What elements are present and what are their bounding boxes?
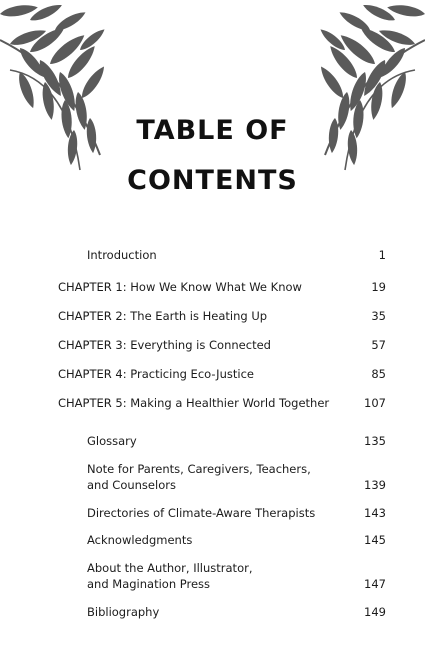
- toc-entry-label: Glossary: [87, 434, 137, 448]
- toc-entry-note-for-parents[interactable]: [87, 461, 386, 493]
- toc-entry-page: 139: [364, 478, 386, 492]
- toc-entry-page: 147: [364, 577, 386, 591]
- toc-entry-label: Bibliography: [87, 605, 160, 619]
- toc-entry-label: About the Author, Illustrator, and Magination Press: [87, 561, 253, 591]
- toc-entry-label: Introduction: [87, 248, 157, 262]
- toc-entry-page: 35: [371, 309, 386, 323]
- leaf-branch-left-icon: [0, 0, 150, 180]
- toc-entry-label: Directories of Climate-Aware Therapists: [87, 506, 316, 520]
- toc-entry-page: 1: [378, 248, 386, 262]
- page-title-line-1: TABLE OF: [136, 115, 289, 146]
- toc-entry-page: 19: [371, 280, 386, 294]
- toc-entry-about-the-author[interactable]: [87, 560, 386, 592]
- toc-entry-page: 107: [364, 396, 386, 410]
- toc-entry-page: 143: [364, 506, 386, 520]
- toc-entry-page: 57: [371, 338, 386, 352]
- toc-entry-label: Note for Parents, Caregivers, Teachers, and Counselors: [87, 462, 311, 492]
- toc-entry-page: 145: [364, 533, 386, 547]
- toc-entry-label: CHAPTER 3: Everything is Connected: [58, 338, 271, 352]
- toc-entry-label: CHAPTER 1: How We Know What We Know: [58, 280, 302, 294]
- page-title-line-2: CONTENTS: [127, 165, 298, 196]
- toc-entry-label: CHAPTER 4: Practicing Eco-Justice: [58, 367, 254, 381]
- toc-entry-label: CHAPTER 2: The Earth is Heating Up: [58, 309, 268, 323]
- toc-entry-page: 135: [364, 434, 386, 448]
- toc-entry-page: 85: [371, 367, 386, 381]
- leaf-branch-right-icon: [275, 0, 425, 180]
- toc-entry-label: CHAPTER 5: Making a Healthier World Together: [58, 396, 330, 410]
- toc-entry-label: Acknowledgments: [87, 533, 193, 547]
- toc-entry-page: 149: [364, 605, 386, 619]
